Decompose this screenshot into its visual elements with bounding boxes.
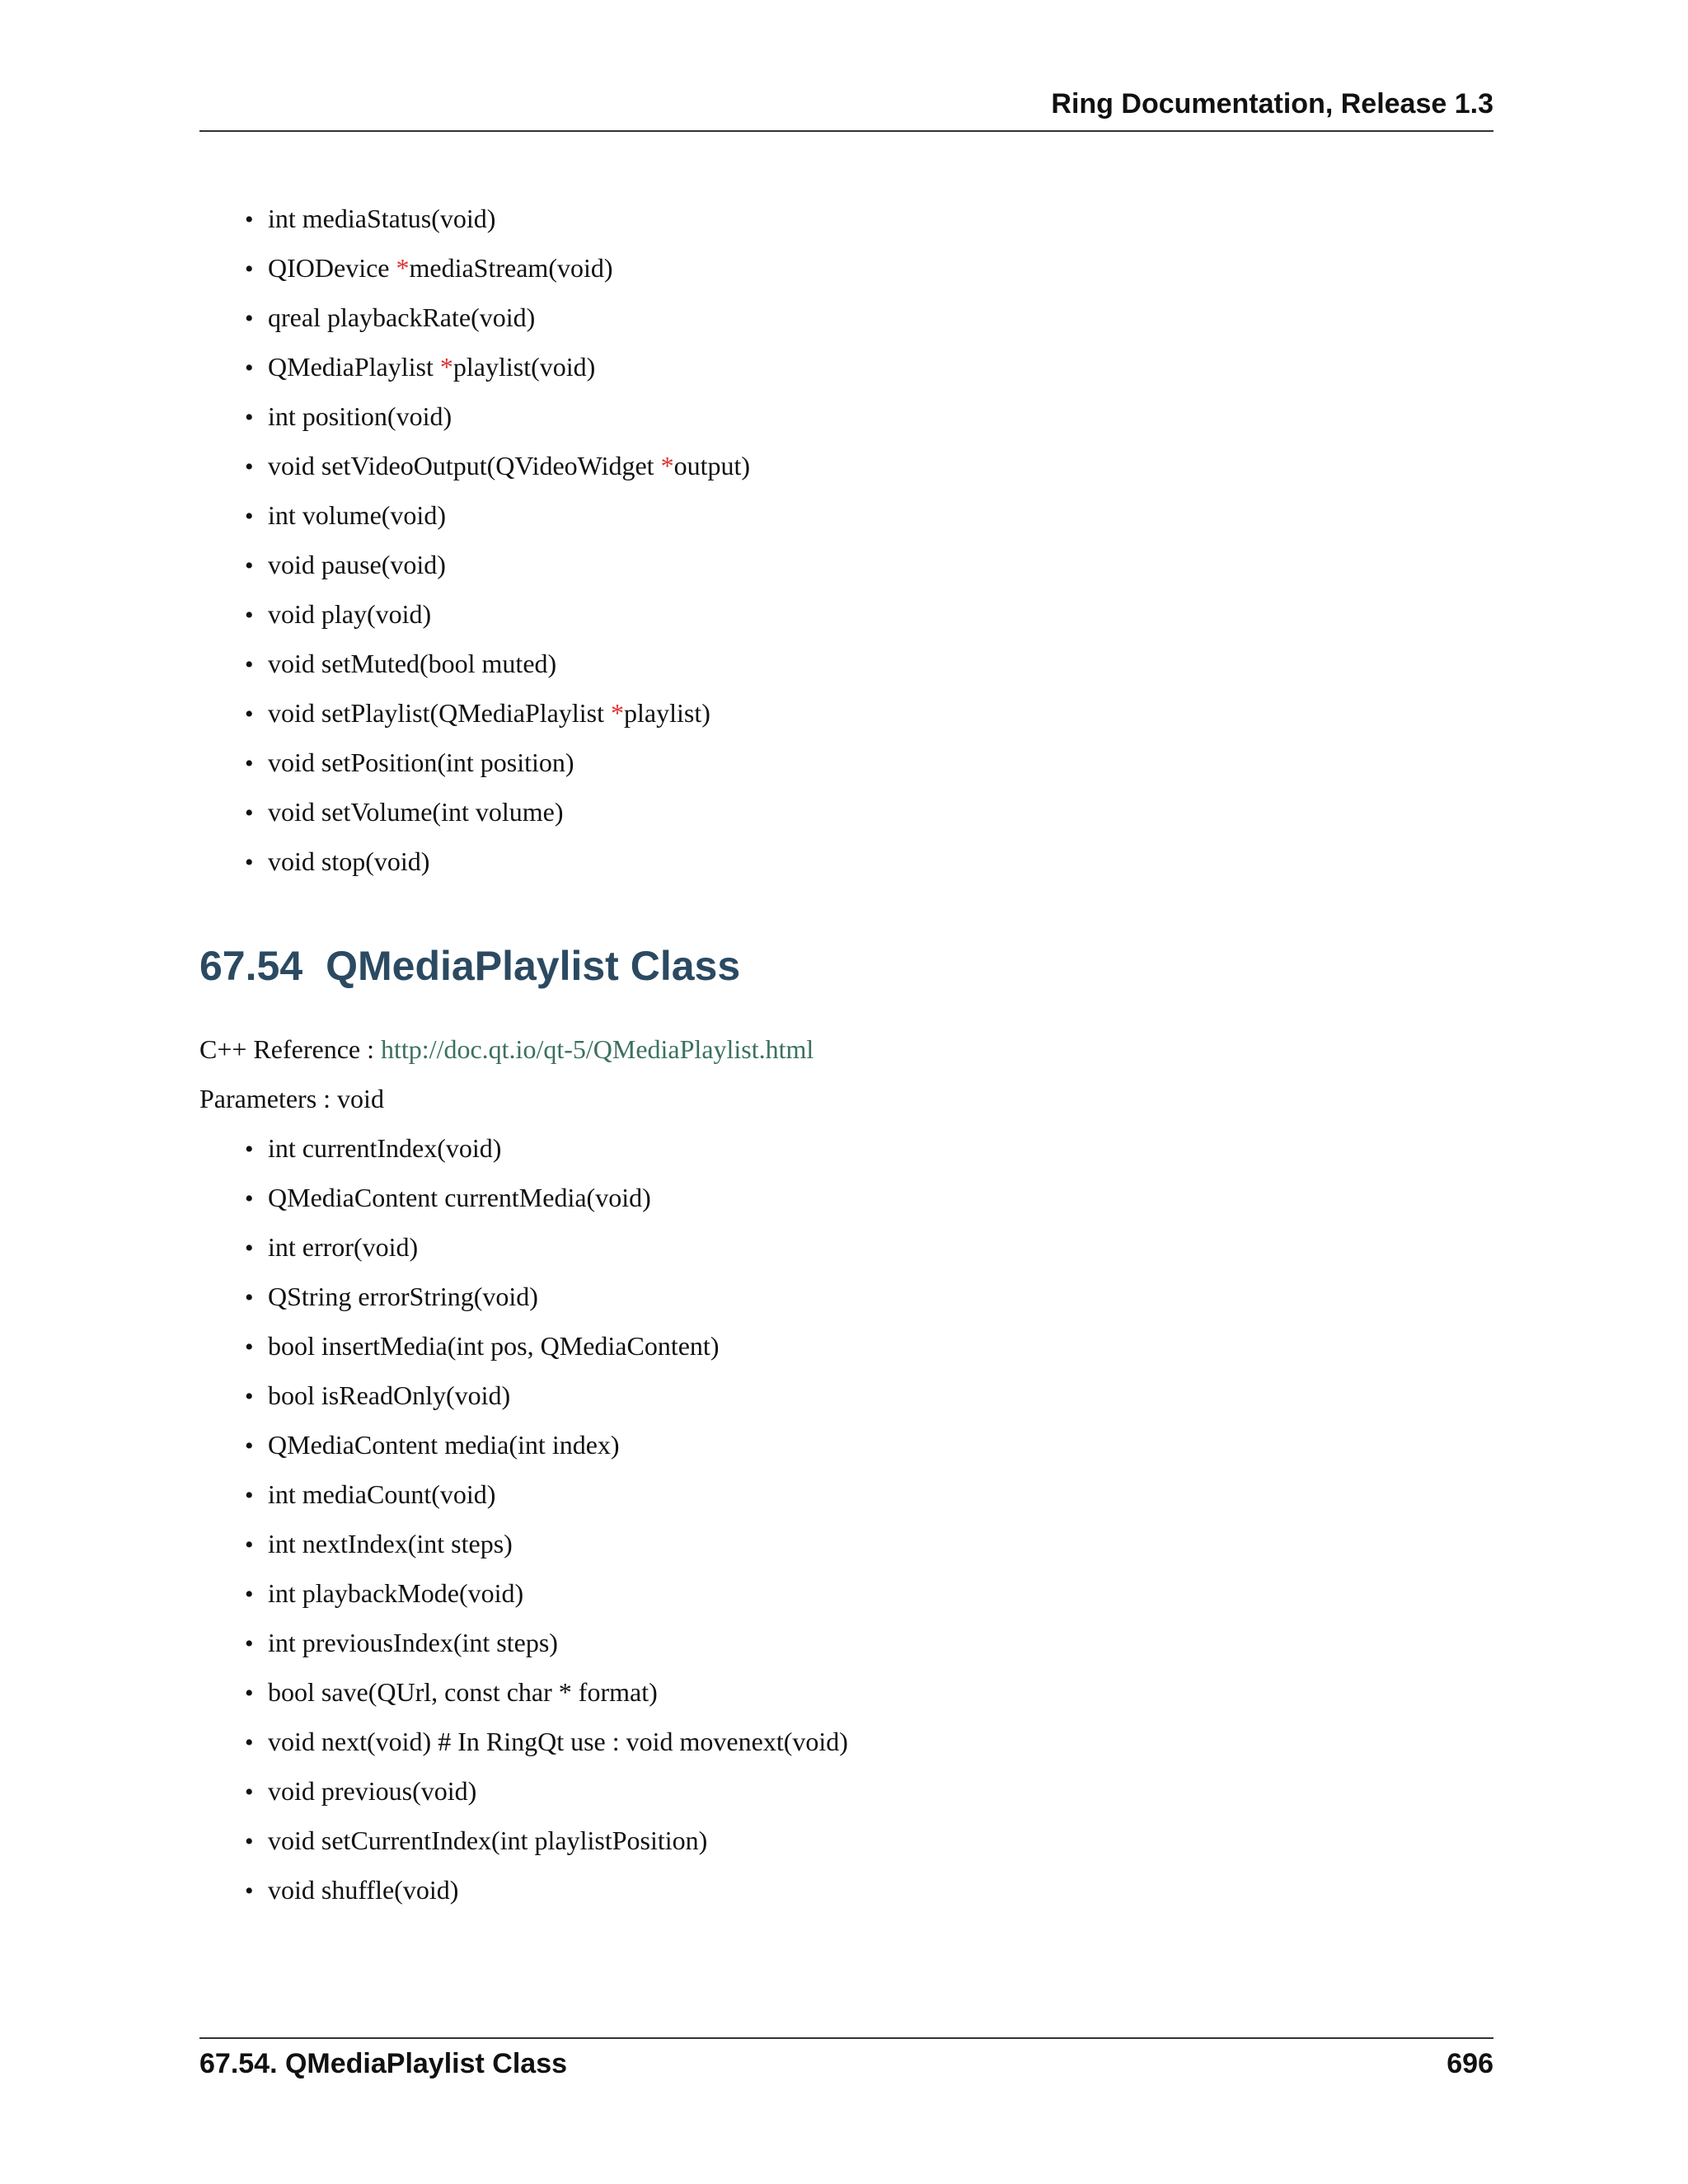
page-footer [199,2037,1493,2088]
bullet-icon: • [245,1630,254,1657]
list-item: • int error(void) [245,1222,848,1272]
list-item: • void next(void) # In RingQt use : void movenext(void) [245,1717,848,1766]
list-item: • void setMuted(bool muted) [245,639,750,688]
list-item: • void previous(void) [245,1766,848,1816]
list-item: • qreal playbackRate(void) [245,293,750,342]
bullet-icon: • [245,1284,254,1311]
bullet-icon: • [245,1482,254,1509]
parameters-text: Parameters : void [199,1084,384,1113]
list-item: • QString errorString(void) [245,1272,848,1321]
list-item: • QIODevice *mediaStream(void) [245,243,750,293]
method-list-qmediaplaylist [245,1123,848,1915]
bullet-icon: • [245,799,254,827]
list-item: • void setPosition(int position) [245,738,750,787]
reference-link[interactable]: http://doc.qt.io/qt-5/QMediaPlaylist.html [381,1034,814,1064]
bullet-icon: • [245,1828,254,1855]
bullet-icon: • [245,849,254,876]
list-item: • void setCurrentIndex(int playlistPosition) [245,1816,848,1865]
list-item: • int mediaCount(void) [245,1469,848,1519]
bullet-icon: • [245,651,254,678]
list-item: • void stop(void) [245,837,750,886]
section-heading [199,933,740,999]
bullet-icon: • [245,1729,254,1756]
section-title: QMediaPlaylist Class [326,943,741,989]
list-item: • void setPlaylist(QMediaPlaylist *playlist) [245,688,750,738]
list-item: • int playbackMode(void) [245,1568,848,1618]
page-number: 696 [1447,2048,1493,2079]
bullet-icon: • [245,503,254,530]
list-item: • int position(void) [245,391,750,441]
bullet-icon: • [245,305,254,332]
cpp-reference [199,1024,814,1074]
list-item: • bool isReadOnly(void) [245,1371,848,1420]
bullet-icon: • [245,1432,254,1460]
bullet-icon: • [245,1333,254,1361]
bullet-icon: • [245,1581,254,1608]
list-item: • bool save(QUrl, const char * format) [245,1667,848,1717]
bullet-icon: • [245,701,254,728]
list-item: • void shuffle(void) [245,1865,848,1915]
method-list-qmediaplayer [245,194,750,886]
list-item: • int nextIndex(int steps) [245,1519,848,1568]
bullet-icon: • [245,1531,254,1558]
bullet-icon: • [245,1779,254,1806]
bullet-icon: • [245,552,254,579]
document-title: Ring Documentation, Release 1.3 [1051,88,1493,120]
bullet-icon: • [245,354,254,382]
section-number: 67.54 [199,943,303,989]
bullet-icon: • [245,255,254,283]
bullet-icon: • [245,1185,254,1212]
list-item: • int mediaStatus(void) [245,194,750,243]
reference-label: C++ Reference : [199,1034,381,1064]
list-item: • bool insertMedia(int pos, QMediaContent) [245,1321,848,1371]
list-item: • QMediaContent currentMedia(void) [245,1173,848,1222]
bullet-icon: • [245,453,254,480]
list-item: • void pause(void) [245,540,750,589]
list-item: • void setVideoOutput(QVideoWidget *output) [245,441,750,490]
bullet-icon: • [245,1235,254,1262]
list-item: • QMediaContent media(int index) [245,1420,848,1469]
bullet-icon: • [245,1383,254,1410]
list-item: • QMediaPlaylist *playlist(void) [245,342,750,391]
list-item: • void setVolume(int volume) [245,787,750,837]
page-header [199,88,1493,132]
list-item: • int volume(void) [245,490,750,540]
bullet-icon: • [245,1877,254,1905]
bullet-icon: • [245,1680,254,1707]
list-item: • int currentIndex(void) [245,1123,848,1173]
bullet-icon: • [245,206,254,233]
bullet-icon: • [245,602,254,629]
bullet-icon: • [245,404,254,431]
list-item: • void play(void) [245,589,750,639]
bullet-icon: • [245,1136,254,1163]
list-item: • int previousIndex(int steps) [245,1618,848,1667]
footer-section-label: 67.54. QMediaPlaylist Class [199,2048,568,2079]
bullet-icon: • [245,750,254,777]
